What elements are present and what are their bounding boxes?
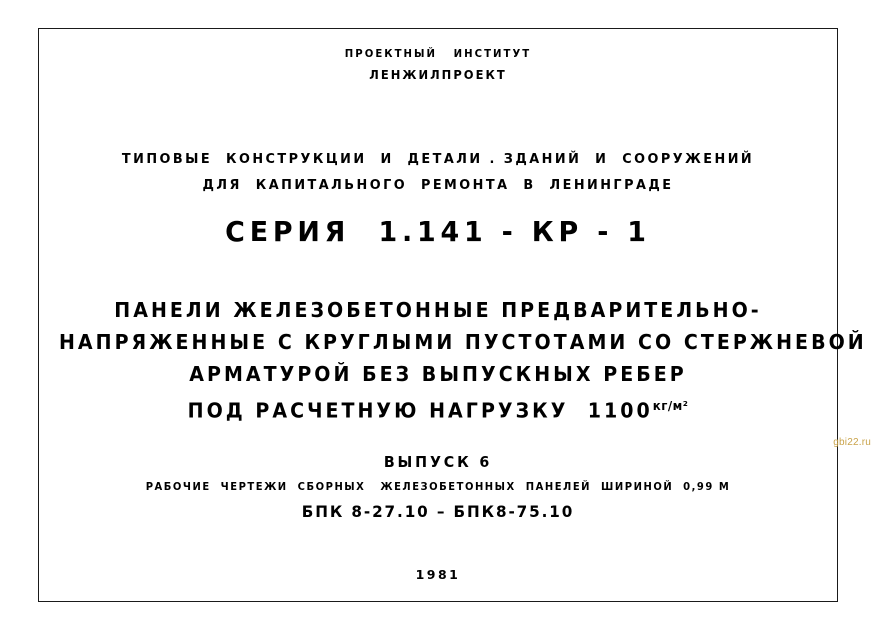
title-line-1: ПАНЕЛИ ЖЕЛЕЗОБЕТОННЫЕ ПРЕДВАРИТЕЛЬНО- (114, 298, 762, 322)
title-line-3: АРМАТУРОЙ БЕЗ ВЫПУСКНЫХ РЕБЕР (189, 362, 687, 386)
institute-line-1: ПРОЕКТНЫЙ ИНСТИТУТ (344, 47, 532, 60)
institute-name: ЛЕНЖИЛПРОЕКТ (369, 67, 507, 82)
title-line-2: НАПРЯЖЕННЫЕ С КРУГЛЫМИ ПУСТОТАМИ СО СТЕРЖНЕВОЙ (58, 330, 867, 354)
series-code: СЕРИЯ 1.141 - КР - 1 (225, 215, 651, 248)
issue-label: ВЫПУСК 6 (383, 453, 493, 471)
title-load-text: ПОД РАСЧЕТНУЮ НАГРУЗКУ 1100 (187, 398, 653, 423)
document-title (39, 294, 867, 427)
load-units: кг/м² (652, 398, 689, 413)
issue-description: РАБОЧИЕ ЧЕРТЕЖИ СБОРНЫХ ЖЕЛЕЗОБЕТОННЫХ ПАНЕЛЕЙ ШИРИНОЙ 0,99 М (145, 481, 731, 493)
series-header-line-1: ТИПОВЫЕ КОНСТРУКЦИИ И ДЕТАЛИ . ЗДАНИЙ И СООРУЖЕНИЙ (121, 151, 755, 167)
watermark: gbi22.ru (833, 437, 871, 448)
publication-year: 1981 (415, 567, 461, 582)
series-header-line-2: ДЛЯ КАПИТАЛЬНОГО РЕМОНТА В ЛЕНИНГРАДЕ (202, 177, 674, 193)
panel-marks-range: БПК 8-27.10 – БПК8-75.10 (301, 502, 575, 521)
title-line-4 (59, 390, 817, 427)
